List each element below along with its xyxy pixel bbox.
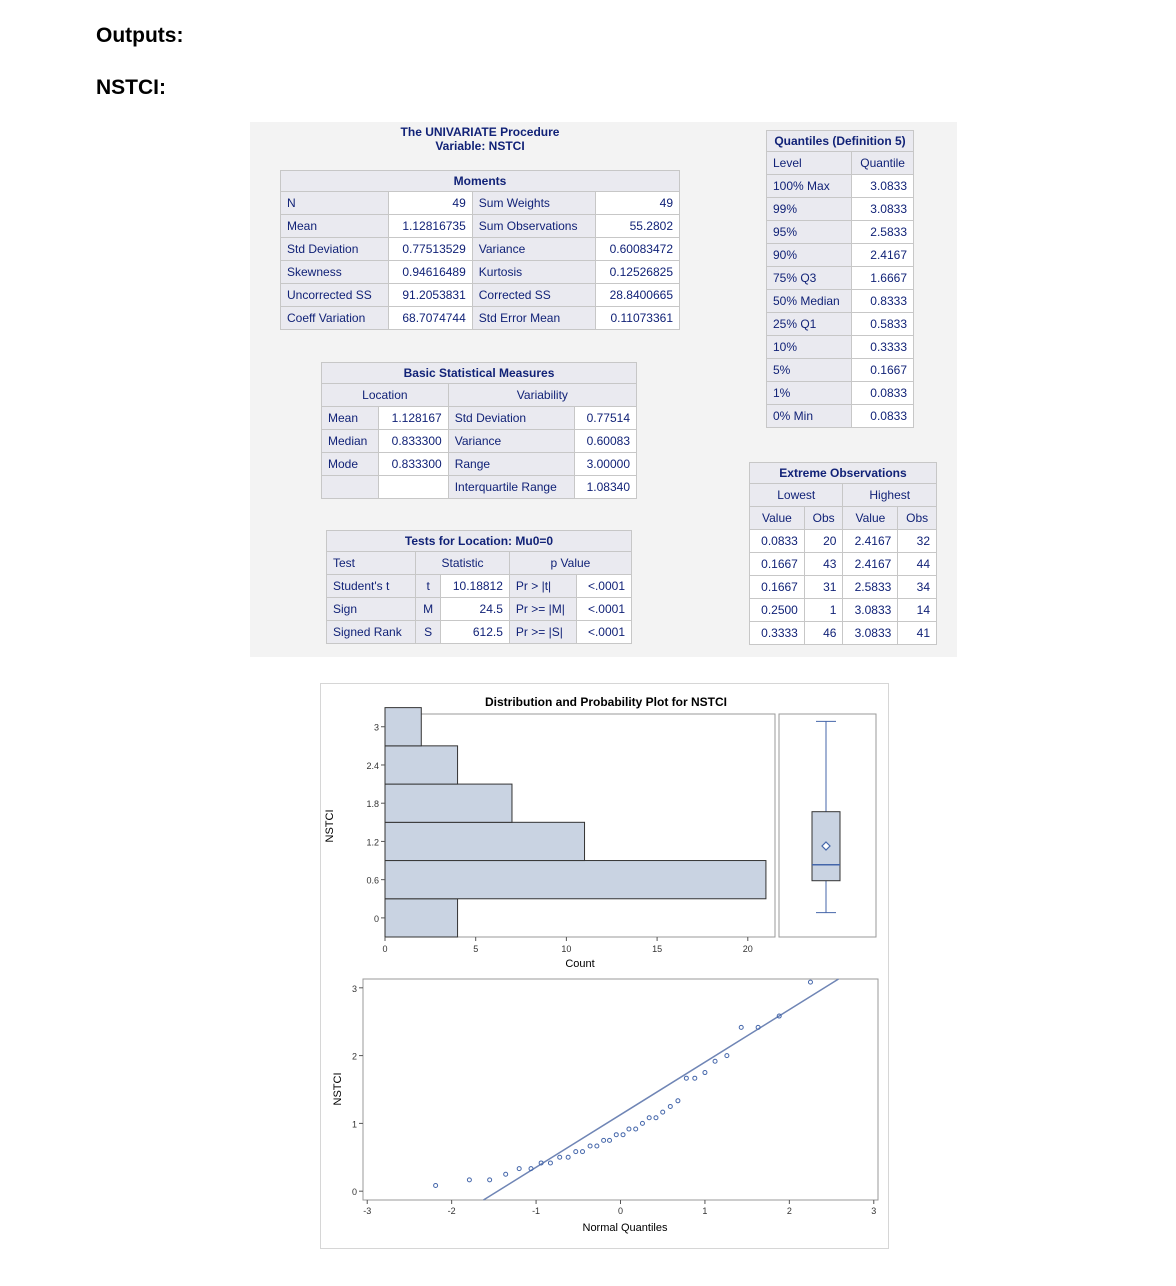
moment-label: Variance [472,238,595,261]
quantile-level: 100% Max [767,175,852,198]
quantile-level: 75% Q3 [767,267,852,290]
highest-value-header: Value [843,507,898,530]
qq-x-label: Normal Quantiles [582,1222,668,1234]
moment-label: Sum Observations [472,215,595,238]
variability-value: 0.60083 [575,430,637,453]
moments-row [281,307,680,330]
location-header: Location [322,384,449,407]
extreme-row [750,622,937,645]
quantile-value: 3.0833 [852,175,914,198]
moments-row [281,192,680,215]
quantile-level: 50% Median [767,290,852,313]
lowest-value: 0.3333 [750,622,805,645]
quantile-value: 1.6667 [852,267,914,290]
level-header: Level [767,152,852,175]
extreme-header-row [750,507,937,530]
highest-header: Highest [843,484,937,507]
y-tick-label: 0.6 [366,875,379,886]
moment-label: Kurtosis [472,261,595,284]
histogram-bar [385,784,512,822]
p-value-label: Pr >= |M| [509,598,577,621]
quantiles-body [767,175,914,428]
lowest-value: 0.2500 [750,599,805,622]
p-value-label: Pr > |t| [509,575,577,598]
lowest-obs: 43 [804,553,843,576]
quantile-level: 1% [767,382,852,405]
distribution-probability-plot [321,684,888,1248]
plot-title: Distribution and Probability Plot for NSTCI [485,695,727,709]
tests-row [327,575,632,598]
lowest-value: 0.1667 [750,553,805,576]
quantile-value: 2.5833 [852,221,914,244]
qq-y-ticks [352,984,363,1197]
qq-y-tick-label: 0 [351,1187,357,1198]
histogram-bar [385,708,421,746]
highest-value: 3.0833 [843,599,898,622]
highest-obs-header: Obs [898,507,937,530]
moment-value: 0.94616489 [388,261,472,284]
lowest-header: Lowest [750,484,843,507]
moments-body [281,192,680,330]
moment-value: 49 [595,192,679,215]
highest-obs: 14 [898,599,937,622]
moments-row [281,215,680,238]
moment-value: 55.2802 [595,215,679,238]
moment-value: 68.7074744 [388,307,472,330]
variability-value: 0.77514 [575,407,637,430]
quantiles-header-row [767,152,914,175]
highest-value: 2.4167 [843,530,898,553]
moment-value: 91.2053831 [388,284,472,307]
distribution-plot-panel [320,683,889,1249]
lowest-value: 0.1667 [750,576,805,599]
statistic-header: Statistic [416,552,510,575]
moment-value: 0.77513529 [388,238,472,261]
moment-value: 0.11073361 [595,307,679,330]
location-label: Mode [322,453,379,476]
qq-x-ticks [363,1200,876,1216]
quantiles-row [767,382,914,405]
lowest-value: 0.0833 [750,530,805,553]
moment-label: Skewness [281,261,389,284]
moment-label: Std Deviation [281,238,389,261]
basic-measures-body [322,407,637,499]
highest-value: 2.5833 [843,576,898,599]
quantiles-row [767,267,914,290]
qq-x-tick-label: -1 [532,1206,541,1216]
test-name: Student's t [327,575,416,598]
qq-x-tick-label: 0 [617,1206,624,1216]
qq-x-tick-label: 1 [702,1206,708,1216]
histogram-x-label: Count [565,958,595,970]
qq-y-tick-label: 2 [351,1051,357,1062]
variability-header: Variability [448,384,636,407]
quantiles-table [766,130,914,428]
lowest-obs: 1 [804,599,843,622]
histogram-y-ticks [366,723,385,924]
variability-value: 3.00000 [575,453,637,476]
moment-value: 28.8400665 [595,284,679,307]
histogram-bar [385,822,585,860]
statistic-value: 612.5 [441,621,510,644]
highest-obs: 34 [898,576,937,599]
tests-row [327,598,632,621]
statistic-symbol: M [416,598,441,621]
quantile-level: 25% Q1 [767,313,852,336]
quantile-level: 0% Min [767,405,852,428]
extreme-row [750,553,937,576]
extreme-group-row [750,484,937,507]
moment-value: 0.12526825 [595,261,679,284]
p-value-header: p Value [509,552,631,575]
quantile-value: 0.5833 [852,313,914,336]
quantile-value: 0.1667 [852,359,914,382]
p-value: <.0001 [577,621,632,644]
quantile-value: 0.3333 [852,336,914,359]
x-tick-label: 5 [473,944,479,954]
quantile-value: 2.4167 [852,244,914,267]
extreme-row [750,599,937,622]
moment-value: 1.12816735 [388,215,472,238]
quantiles-title: Quantiles (Definition 5) [766,130,914,151]
basic-measures-table [321,362,637,499]
y-tick-label: 1.2 [366,837,379,848]
location-value: 0.833300 [379,430,448,453]
lowest-obs: 31 [804,576,843,599]
qq-x-tick-label: 2 [786,1206,792,1216]
moments-table [280,170,680,330]
location-value: 1.128167 [379,407,448,430]
quantile-value: 0.8333 [852,290,914,313]
y-tick-label: 1.8 [366,799,379,810]
quantile-level: 90% [767,244,852,267]
location-label: Mean [322,407,379,430]
quantile-level: 10% [767,336,852,359]
tests-table [326,530,632,644]
statistic-value: 24.5 [441,598,510,621]
tests-title: Tests for Location: Mu0=0 [326,530,632,551]
basic-measures-group-row [322,384,637,407]
quantile-value: 0.0833 [852,405,914,428]
quantile-value: 3.0833 [852,198,914,221]
moment-label: Mean [281,215,389,238]
quantiles-row [767,290,914,313]
tests-header-row [327,552,632,575]
quantiles-row [767,175,914,198]
basic-measures-title: Basic Statistical Measures [321,362,637,383]
qq-y-tick-label: 3 [351,983,357,994]
test-name: Signed Rank [327,621,416,644]
lowest-obs: 20 [804,530,843,553]
quantiles-row [767,359,914,382]
highest-value: 3.0833 [843,622,898,645]
quantiles-row [767,336,914,359]
highest-obs: 44 [898,553,937,576]
qq-x-tick-label: 3 [871,1206,877,1216]
highest-obs: 41 [898,622,937,645]
lowest-obs: 46 [804,622,843,645]
moment-value: 49 [388,192,472,215]
quantiles-row [767,198,914,221]
quantile-level: 95% [767,221,852,244]
quantile-header: Quantile [852,152,914,175]
extreme-body [750,530,937,645]
quantiles-row [767,405,914,428]
moment-label: Corrected SS [472,284,595,307]
statistic-symbol: t [416,575,441,598]
p-value-label: Pr >= |S| [509,621,577,644]
moments-title: Moments [280,170,680,191]
quantile-level: 99% [767,198,852,221]
outputs-heading: Outputs: [96,24,184,47]
test-name: Sign [327,598,416,621]
variable-name: Variable: NSTCI [435,139,525,153]
procedure-name: The UNIVARIATE Procedure [400,125,560,139]
histogram-bar [385,746,458,784]
moment-value: 0.60083472 [595,238,679,261]
moment-label: Coeff Variation [281,307,389,330]
histogram-x-ticks [382,937,752,954]
lowest-value-header: Value [750,507,805,530]
y-tick-label: 0 [373,913,379,924]
procedure-title [380,125,580,153]
location-value: 0.833300 [379,453,448,476]
moment-label: Sum Weights [472,192,595,215]
histogram-bar [385,899,458,937]
moment-label: Std Error Mean [472,307,595,330]
moments-row [281,284,680,307]
histogram-y-label: NSTCI [324,809,336,843]
extreme-row [750,576,937,599]
quantiles-row [767,221,914,244]
test-header: Test [327,552,416,575]
variability-label: Range [448,453,574,476]
variability-value: 1.08340 [575,476,637,499]
tests-row [327,621,632,644]
moment-label: Uncorrected SS [281,284,389,307]
qq-x-tick-label: -2 [447,1206,456,1216]
histogram-bar [385,861,766,899]
tests-body [327,575,632,644]
qq-y-label: NSTCI [332,1072,344,1106]
variability-label: Std Deviation [448,407,574,430]
variability-label: Variance [448,430,574,453]
univariate-output-panel [250,122,957,657]
extreme-title: Extreme Observations [749,462,937,483]
y-tick-label: 3 [373,722,379,733]
extreme-row [750,530,937,553]
qq-plot-frame [363,979,878,1200]
statistic-symbol: S [416,621,441,644]
moment-label: N [281,192,389,215]
location-label [322,476,379,499]
x-tick-label: 10 [561,944,572,954]
extreme-observations-table [749,462,937,645]
basic-measures-row [322,430,637,453]
x-tick-label: 0 [382,944,388,954]
x-tick-label: 20 [742,944,753,954]
highest-value: 2.4167 [843,553,898,576]
quantile-level: 5% [767,359,852,382]
qq-x-tick-label: -3 [363,1206,372,1216]
lowest-obs-header: Obs [804,507,843,530]
quantiles-row [767,313,914,336]
location-label: Median [322,430,379,453]
p-value: <.0001 [577,598,632,621]
highest-obs: 32 [898,530,937,553]
basic-measures-row [322,476,637,499]
variability-label: Interquartile Range [448,476,574,499]
location-value [379,476,448,499]
qq-y-tick-label: 1 [351,1119,357,1130]
x-tick-label: 15 [652,944,663,954]
basic-measures-row [322,453,637,476]
quantiles-row [767,244,914,267]
nstci-heading: NSTCI: [96,76,166,99]
basic-measures-row [322,407,637,430]
statistic-value: 10.18812 [441,575,510,598]
moments-row [281,261,680,284]
p-value: <.0001 [577,575,632,598]
quantile-value: 0.0833 [852,382,914,405]
y-tick-label: 2.4 [366,760,379,771]
moments-row [281,238,680,261]
